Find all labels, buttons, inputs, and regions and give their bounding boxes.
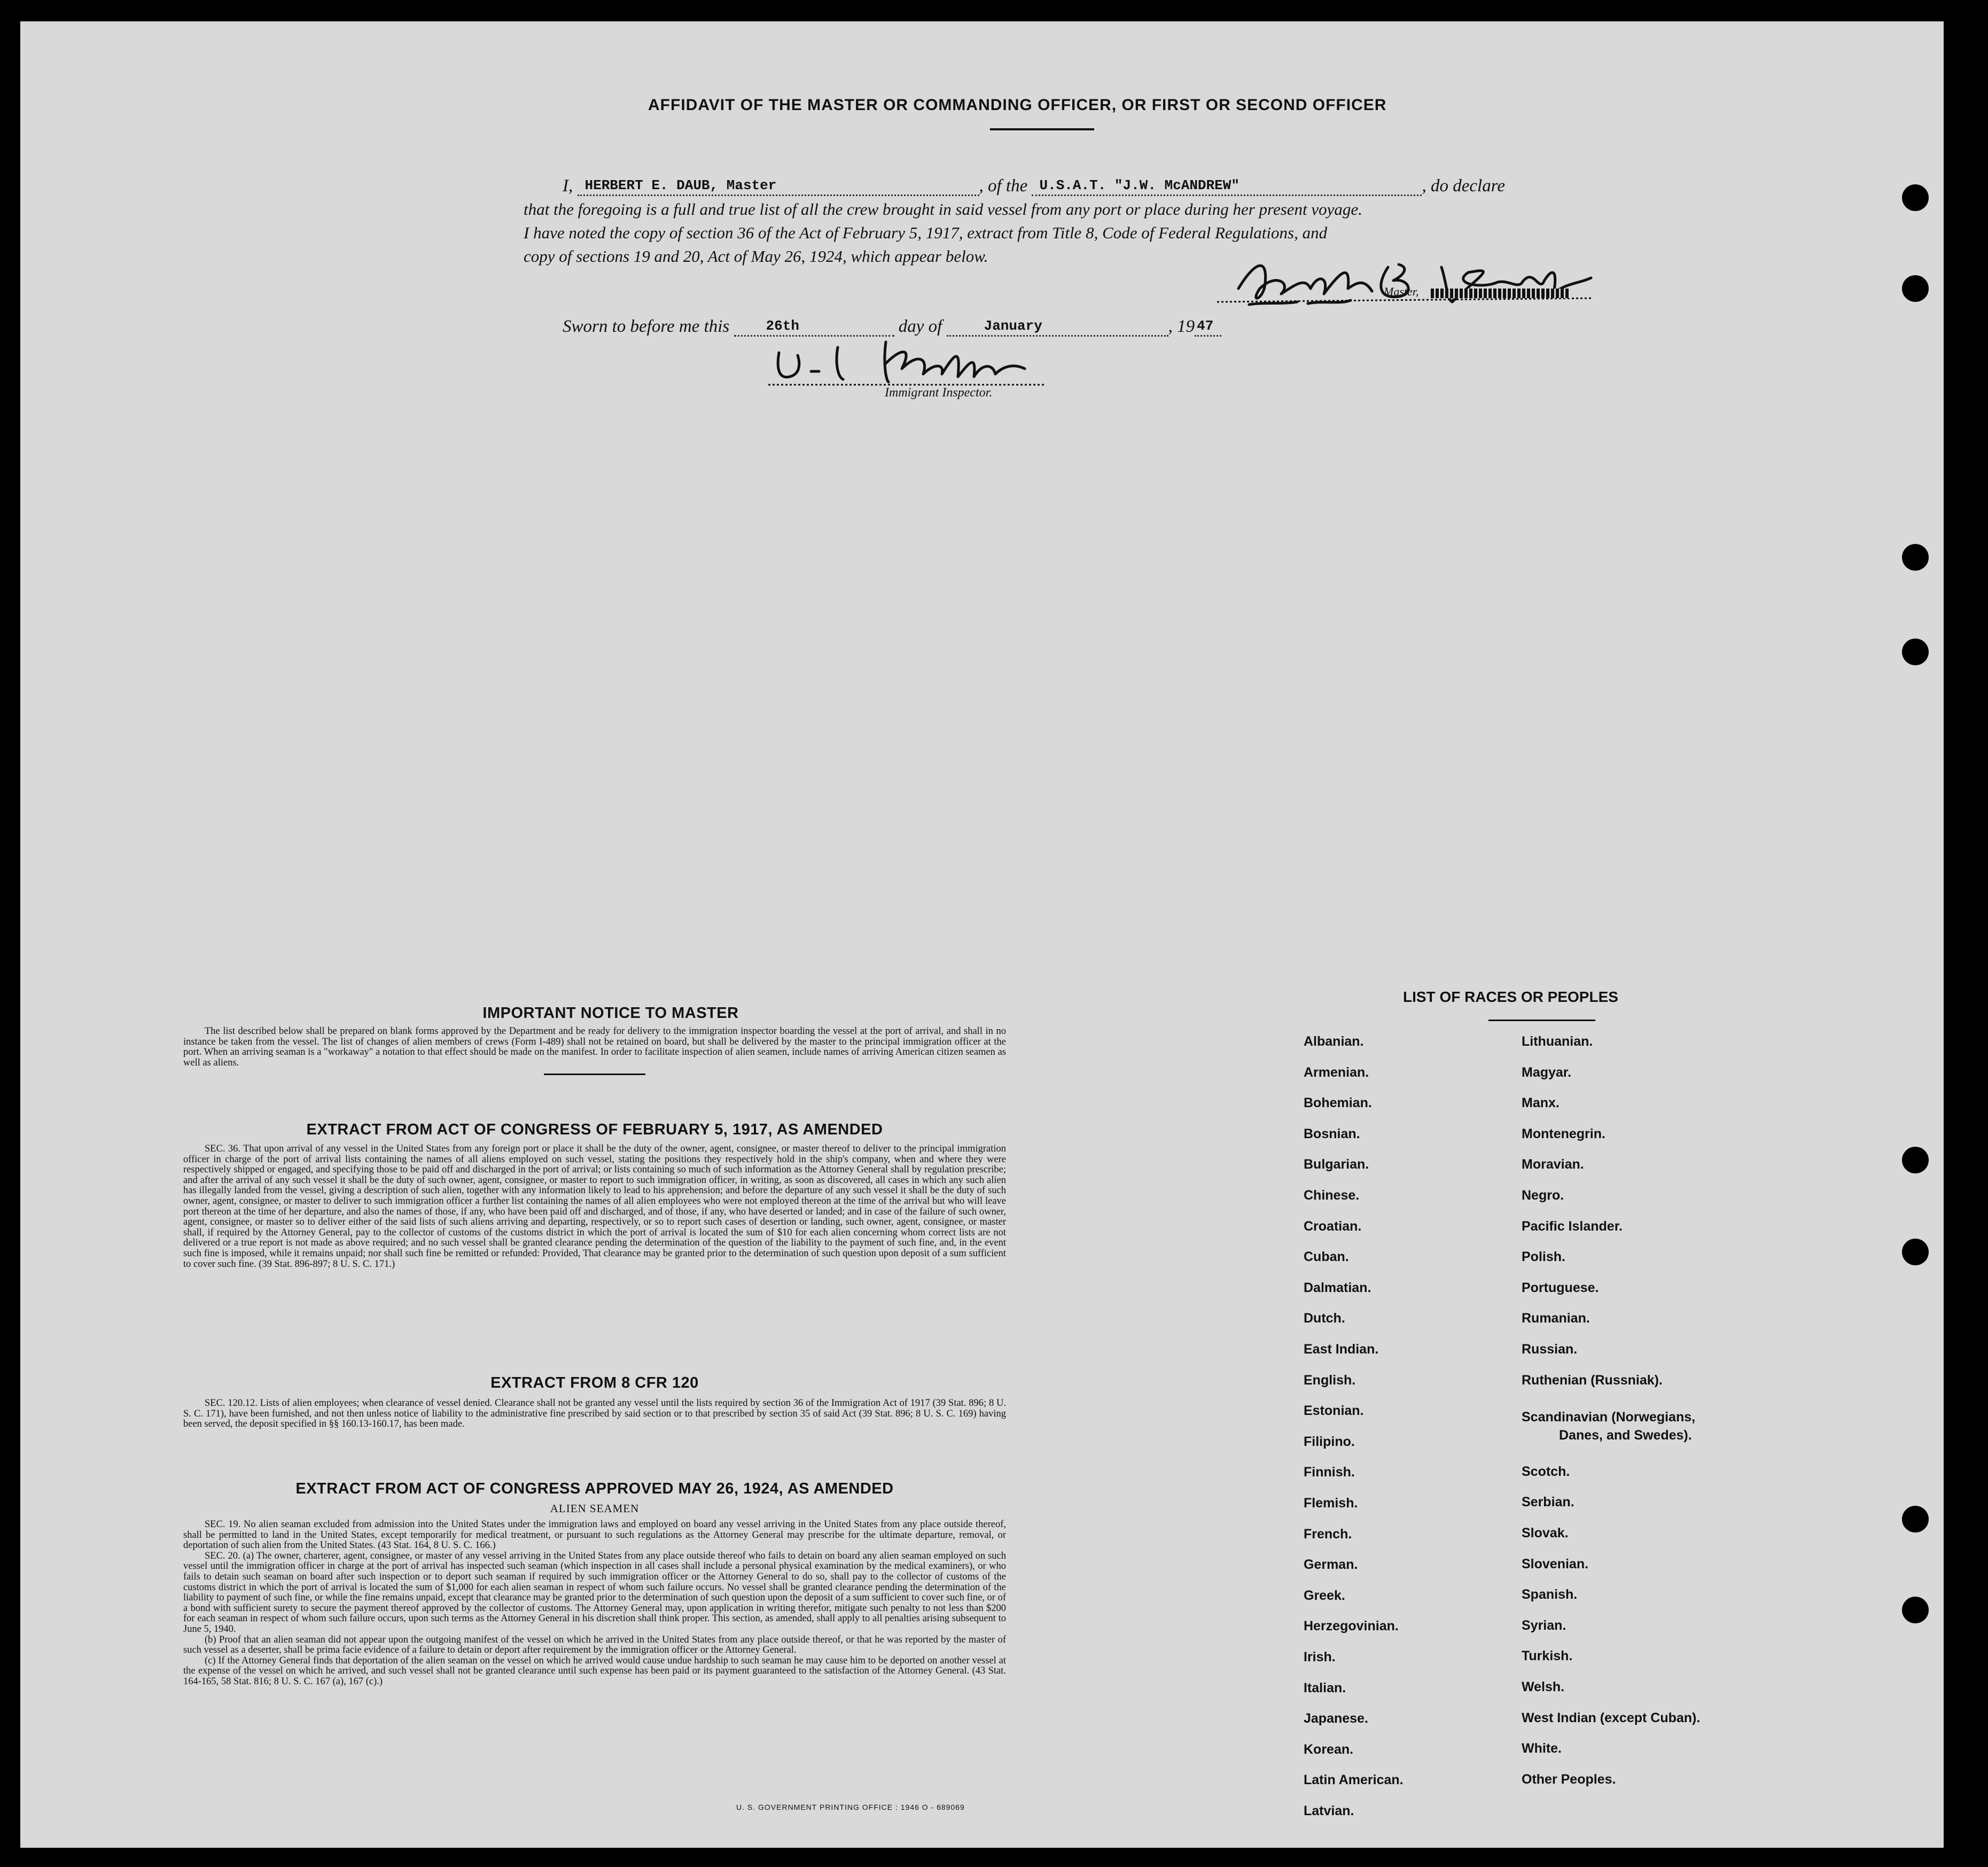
sworn-year-prefix: , 19	[1168, 317, 1195, 336]
affidavit-line-1	[563, 176, 1505, 196]
struck-title	[1431, 289, 1570, 298]
race-item: Turkish.	[1522, 1648, 1573, 1664]
punch-hole	[1902, 639, 1929, 665]
affidavit-line-2: that the foregoing is a full and true list of all the crew brought in said vessel from any port or place during her present voyage.	[524, 200, 1362, 219]
race-item: Herzegovinian.	[1304, 1619, 1399, 1634]
affidavit-title: AFFIDAVIT OF THE MASTER OR COMMANDING OFFICER, OR FIRST OR SECOND OFFICER	[648, 96, 1387, 114]
line1-of-the: , of the	[979, 176, 1028, 196]
sworn-year-value: 47	[1197, 318, 1214, 334]
race-item: Slovenian.	[1522, 1556, 1589, 1572]
extract-cfr-title: EXTRACT FROM 8 CFR 120	[490, 1374, 699, 1391]
sworn-prefix: Sworn to before me this	[563, 317, 730, 336]
punch-hole	[1902, 1239, 1929, 1265]
race-item: Polish.	[1522, 1249, 1565, 1265]
sec-20c-text: (c) If the Attorney General finds that deportation of the alien seaman on the vessel on which he arrived would cause undue hardship to such seaman he may cause him to be deported on another vessel at the expense of the vessel on which he arrived, and such vessel shall not be granted clearance until such expense has been paid or its payment guaranteed to the satisfaction of the Attorney General. (43 Stat. 164-165, 58 Stat. 816; 8 U. S. C. 167 (a), 167 (c).)	[183, 1655, 1006, 1687]
race-item: Italian.	[1304, 1680, 1346, 1695]
vessel-value: U.S.A.T. "J.W. McANDREW"	[1039, 177, 1239, 193]
race-item: Welsh.	[1522, 1679, 1565, 1694]
form-page	[20, 21, 1944, 1848]
declarant-field	[578, 176, 979, 196]
extract-1924-title: EXTRACT FROM ACT OF CONGRESS APPROVED MAY 26, 1924, AS AMENDED	[295, 1480, 894, 1497]
race-item: French.	[1304, 1526, 1352, 1542]
notice-title: IMPORTANT NOTICE TO MASTER	[482, 1005, 739, 1022]
sworn-month-value: January	[984, 318, 1042, 334]
title-rule	[990, 128, 1094, 130]
race-item: Dutch.	[1304, 1311, 1345, 1326]
race-item: Cuban.	[1304, 1249, 1349, 1265]
inspector-label: Immigrant Inspector.	[885, 386, 993, 400]
race-item: Danes, and Swedes).	[1559, 1428, 1692, 1443]
race-item: Slovak.	[1522, 1526, 1569, 1541]
race-item: Moravian.	[1522, 1157, 1584, 1172]
races-rule	[1488, 1020, 1595, 1021]
race-item: Croatian.	[1304, 1218, 1362, 1234]
race-item: Latvian.	[1304, 1803, 1354, 1818]
race-item: Irish.	[1304, 1650, 1336, 1664]
sec-19-text: SEC. 19. No alien seaman excluded from admission into the United States under the immigration laws and employed on board any vessel arriving in the United States from any place outside thereof, shall be permitted to land in the United States, except temporarily for medical treatment, or pursuant to such regulations as the Attorney General may prescribe for the ultimate departure, removal, or deportation of such alien from the United States. (43 Stat. 164, 8 U. S. C. 166.)	[183, 1519, 1006, 1551]
notice-rule	[544, 1073, 645, 1075]
race-item: Serbian.	[1522, 1495, 1574, 1510]
race-item: Scandinavian (Norwegians,	[1522, 1410, 1696, 1425]
gpo-imprint: U. S. GOVERNMENT PRINTING OFFICE : 1946 O - 689069	[736, 1803, 965, 1811]
race-item: Flemish.	[1304, 1496, 1358, 1511]
race-item: Spanish.	[1522, 1587, 1578, 1602]
extract-1917-text: SEC. 36. That upon arrival of any vessel in the United States from any foreign port or place it shall be the duty of the owner, agent, consignee, or master thereof to deliver to the principal immigration officer in charge of the port of arrival lists containing the names of all aliens employed on such vessel, stating the positions they respectively hold in the ship's company, when and where they were respectively shipped or engaged, and specifying those to be paid off and discharged in the port of arrival; or lists containing so much of such information as the Attorney General shall by regulation prescribe; and after the arrival of any such vessel it shall be the duty of such owner, agent, consignee, or master to report to such immigration officer, in writing, as soon as discovered, all cases in which any such alien has illegally landed from the vessel, giving a description of such alien, together with any information likely to lead to his apprehension; and before the departure of any such vessel it shall be the duty of such owner, agent, consignee, or master to deliver to such immigration officer a further list containing the names of all alien employees who were not employed thereon at the time of the arrival but who will leave port thereon at the time of her departure, and also the names of those, if any, who have been paid off and discharged, and of those, if any, who have deserted or landed; and in case of the failure of such owner, agent, consignee, or master so to deliver either of the said lists of such aliens arriving and departing, respectively, or so to report such cases of desertion or landing, such owner, agent, consignee, or master shall, if required by the Attorney General, pay to the collector of customs of the customs district in which the port of arrival is located the sum of $10 for each alien concerning whom correct lists are not delivered or a true report is not made as above required; and no such vessel shall be granted clearance pending the determination of the question of the liability to the payment of such fine, and, in the event such fine is imposed, while it remains unpaid; nor shall such fine be remitted or refunded: Provided, That clearance may be granted prior to the determination of such question upon deposit of a sum sufficient to cover such fine. (39 Stat. 896-897; 8 U. S. C. 171.)	[183, 1143, 1006, 1270]
race-item: Syrian.	[1522, 1617, 1566, 1633]
notice-text: The list described below shall be prepared on blank forms approved by the Department and be ready for delivery to the immigration inspector boarding the vessel at the port of arrival, and shall in no instance be taken from the vessel. The list of changes of alien members of crews (Form I-489) shall not be retained on board, but shall be delivered by the master to the principal immigration officer at the port. When an arriving seaman is a "workaway" a notation to that effect should be made on the manifest. In order to facilitate inspection of alien seamen, include names of arriving American citizen seamen as well as aliens.	[183, 1026, 1006, 1068]
race-item: West Indian (except Cuban).	[1522, 1710, 1701, 1725]
line1-suffix: , do declare	[1422, 176, 1505, 196]
extract-1924-section	[183, 1480, 1006, 1687]
race-item: Estonian.	[1304, 1403, 1364, 1419]
sec-20b-text: (b) Proof that an alien seaman did not appear upon the outgoing manifest of the vessel on which he arrived in the United States from any place outside thereof, or that he was reported by the master of such vessel as a deserter, shall be prima facie evidence of a failure to detain or deport after requirement by the immigration officer or the Attorney General.	[183, 1634, 1006, 1656]
race-item: Greek.	[1304, 1588, 1345, 1603]
race-item: German.	[1304, 1557, 1358, 1573]
master-label: Master,	[1384, 285, 1419, 298]
affidavit-line-3: I have noted the copy of section 36 of the Act of February 5, 1917, extract from Title 8, Code of Federal Regulations, and	[524, 223, 1328, 242]
race-item: Latin American.	[1304, 1772, 1404, 1788]
punch-hole	[1902, 1597, 1929, 1623]
punch-hole	[1902, 544, 1929, 571]
race-item: Bosnian.	[1304, 1126, 1360, 1141]
inspector-signature	[758, 331, 1057, 390]
race-item: Filipino.	[1304, 1434, 1355, 1449]
extract-cfr-text: SEC. 120.12. Lists of alien employees; when clearance of vessel denied. Clearance shall not be granted any vessel until the lists required by section 36 of the Immigration Act of 1917 (39 Stat. 896; 8 U. S. C. 171), have been furnished, and not then unless notice of liability to the administrative fine prescribed by said section or to that prescribed by section 35 of said Act (39 Stat. 896; 8 U. S. C. 169) having been served, the deposit specified in §§ 160.13-160.17, has been made.	[183, 1398, 1006, 1430]
race-item: Japanese.	[1304, 1711, 1368, 1726]
race-item: English.	[1304, 1372, 1356, 1388]
race-item: Montenegrin.	[1522, 1126, 1605, 1141]
race-item: Rumanian.	[1522, 1311, 1590, 1326]
race-item: East Indian.	[1304, 1342, 1379, 1357]
notice-section	[183, 1005, 1006, 1075]
extract-cfr-section	[183, 1374, 1006, 1430]
race-item: Other Peoples.	[1522, 1771, 1616, 1787]
sworn-year-field	[1195, 317, 1221, 337]
race-item: White.	[1522, 1741, 1562, 1756]
race-item: Dalmatian.	[1304, 1280, 1371, 1295]
races-title: LIST OF RACES OR PEOPLES	[1403, 989, 1618, 1005]
race-item: Korean.	[1304, 1741, 1354, 1757]
race-item: Armenian.	[1304, 1064, 1369, 1080]
line1-prefix: I,	[563, 176, 573, 196]
punch-hole	[1902, 1506, 1929, 1533]
race-item: Albanian.	[1304, 1034, 1364, 1049]
race-item: Manx.	[1522, 1095, 1560, 1111]
race-item: Lithuanian.	[1522, 1034, 1593, 1049]
extract-1917-section	[183, 1121, 1006, 1270]
punch-hole	[1902, 184, 1929, 211]
sec-20a-text: SEC. 20. (a) The owner, charterer, agent, consignee, or master of any vessel arriving in the United States from any place outside thereof who fails to detain on board any alien seaman employed on such vessel until the immigration officer in charge at the port of arrival has inspected such seaman (which inspection in all cases shall include a personal physical examination by the medical examiners), or who fails to detain such seaman on board after such inspection or to deport such seaman if required by such immigration officer or the Attorney General to do so, shall pay to the collector of customs of the customs district in which the port of arrival is located the sum of $1,000 for each alien seaman in respect of whom such failure occurs. No vessel shall be granted clearance pending the determination of the liability to payment of such fine, or while the fine remains unpaid, except that clearance may be granted prior to the determination of such question upon the deposit of a sum sufficient to cover such fine, or of a bond with sufficient surety to secure the payment thereof approved by the collector of customs. The Attorney General may, upon application in writing therefor, mitigate such penalty to not less than $200 for each seaman in respect of whom such failure occurs, upon such terms as the Attorney General in his discretion shall think proper. This section, as amended, shall apply to all penalties arising subsequent to June 5, 1940.	[183, 1550, 1006, 1635]
race-item: Ruthenian (Russniak).	[1522, 1372, 1663, 1388]
race-item: Negro.	[1522, 1188, 1564, 1203]
punch-hole	[1902, 1147, 1929, 1173]
race-item: Scotch.	[1522, 1464, 1570, 1479]
race-item: Finnish.	[1304, 1465, 1355, 1480]
race-item: Portuguese.	[1522, 1280, 1599, 1295]
sworn-day-value: 26th	[766, 318, 799, 334]
race-item: Bulgarian.	[1304, 1157, 1369, 1172]
race-item: Russian.	[1522, 1342, 1578, 1357]
declarant-value: HERBERT E. DAUB, Master	[584, 177, 777, 193]
punch-hole	[1902, 275, 1929, 302]
affidavit-line-4: copy of sections 19 and 20, Act of May 26, 1924, which appear below.	[524, 247, 988, 266]
alien-seamen-subtitle: ALIEN SEAMEN	[550, 1502, 640, 1515]
vessel-field	[1032, 176, 1422, 196]
race-item: Chinese.	[1304, 1188, 1360, 1203]
extract-1917-title: EXTRACT FROM ACT OF CONGRESS OF FEBRUARY 5, 1917, AS AMENDED	[306, 1121, 883, 1138]
race-item: Bohemian.	[1304, 1095, 1372, 1111]
race-item: Magyar.	[1522, 1064, 1572, 1080]
sworn-day-of: day of	[898, 317, 942, 336]
race-item: Pacific Islander.	[1522, 1218, 1623, 1234]
